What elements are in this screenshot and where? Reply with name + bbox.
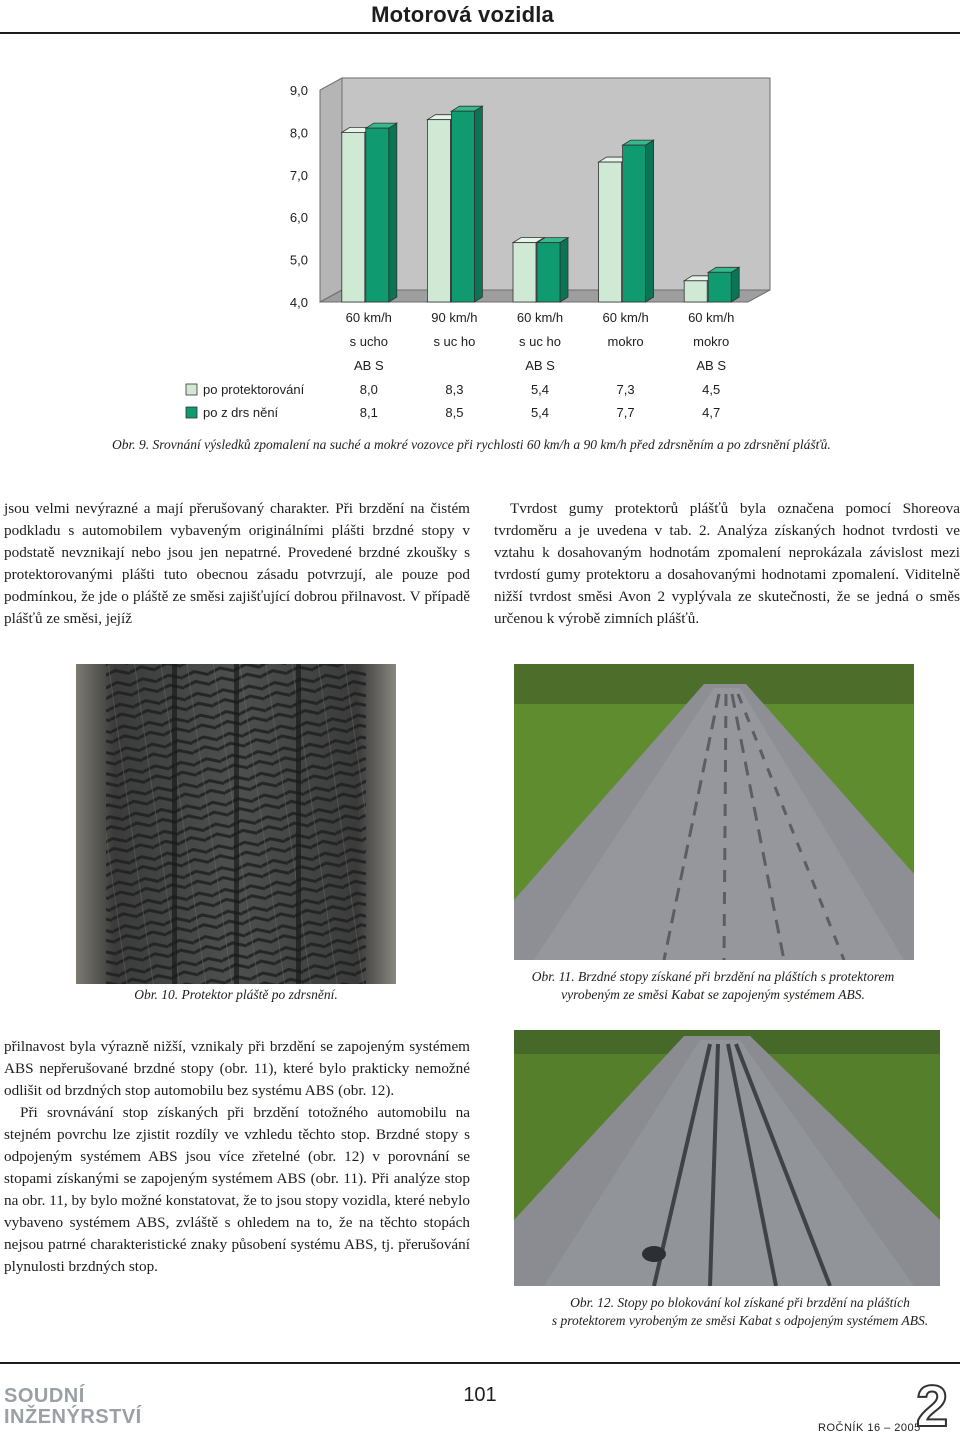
issue-number: 2 <box>916 1374 949 1439</box>
data-label: 4,7 <box>702 405 721 420</box>
category-label: s uc ho <box>519 334 561 349</box>
bar-side <box>389 123 397 302</box>
bar <box>427 120 450 302</box>
data-label: 4,5 <box>702 382 721 397</box>
y-tick-label: 8,0 <box>289 125 308 141</box>
caption-text: Obr. 10. Protektor pláště po zdrsnění. <box>134 987 338 1002</box>
data-label: 5,4 <box>530 382 550 397</box>
paragraph: Tvrdost gumy protektorů plášťů byla označena pomocí Shoreova tvrdoměru a je uvedena v tab. 2. Analýza získaných hodnot tvrdosti ve vztahu k dosahovaným hodnotám zpomalení neprokázala závislost mezi tvrdostí gumy protektoru a dosahovanými hodnotami zpomalení. Viditelně nižší tvrdost směsi Avon 2 vyplývala ze skutečnosti, že se jedná o směs určenou k výrobě zimních plášťů. <box>494 500 960 627</box>
category-label: 60 km/h <box>516 310 564 325</box>
bar <box>366 128 389 302</box>
figure-11-caption <box>480 968 946 1004</box>
running-header <box>0 2 960 28</box>
page-number: 101 <box>463 1384 497 1406</box>
legend-swatch <box>186 384 197 395</box>
category-label: 60 km/h <box>688 310 735 325</box>
caption-text: Obr. 9. Srovnání výsledků zpomalení na suché a mokré vozovce při rychlosti 60 km/h a 90 km/h před zdrsněním a po zdrsnění plášťů. <box>112 437 831 452</box>
journal-logo <box>4 1386 142 1428</box>
right-column-text <box>494 498 960 630</box>
category-label: s ucho <box>349 334 388 349</box>
legend-label: po protektorování <box>203 382 305 397</box>
data-label: 7,7 <box>616 405 635 420</box>
bar <box>599 162 622 302</box>
bar <box>451 111 474 302</box>
figure-12-caption <box>480 1294 960 1330</box>
figure-10-caption <box>76 986 396 1004</box>
category-label: s uc ho <box>433 334 476 349</box>
data-label: 8,0 <box>359 382 378 397</box>
bar <box>708 272 731 302</box>
category-label: 60 km/h <box>602 310 649 325</box>
data-label: 8,5 <box>445 405 464 420</box>
section-title: Motorová vozidla <box>371 2 554 27</box>
bottom-left-text <box>4 1036 470 1278</box>
bar-side <box>560 238 568 302</box>
legend-swatch <box>186 407 197 418</box>
footer-rule <box>0 1362 960 1364</box>
header-rule <box>0 32 960 34</box>
y-tick-label: 9,0 <box>289 83 308 98</box>
caption-line: vyrobeným ze směsi Kabat se zapojeným systémem ABS. <box>561 987 865 1002</box>
legend-label: po z drs nění <box>203 405 279 420</box>
bar <box>684 281 707 302</box>
y-tick-label: 5,0 <box>289 252 308 268</box>
category-label: AB S <box>696 358 727 373</box>
logo-line: INŽENÝRSTVÍ <box>4 1406 142 1428</box>
category-label: AB S <box>525 358 555 373</box>
road-image-abs <box>514 664 914 960</box>
y-tick-label: 6,0 <box>289 210 308 226</box>
bar <box>623 145 646 302</box>
data-label: 8,3 <box>445 382 464 397</box>
data-label: 8,1 <box>359 405 378 420</box>
left-column-text <box>4 498 470 630</box>
bar <box>537 243 560 302</box>
brake-marks-no-abs-photo <box>514 1030 940 1286</box>
logo-line: SOUDNÍ <box>4 1385 85 1407</box>
data-label: 7,3 <box>616 382 635 397</box>
bar-side <box>646 140 654 302</box>
category-label: 90 km/h <box>431 310 478 325</box>
category-label: 60 km/h <box>345 310 392 325</box>
bar <box>513 243 536 302</box>
deceleration-bar-chart <box>0 40 960 430</box>
bar-side <box>474 106 482 302</box>
paragraph: jsou velmi nevýrazné a mají přerušovaný charakter. Při brzdění na čistém podkladu s automobilem vybaveným originálními plášti brzdné stopy v podstatě nevznikají nebo jsou jen nepatrné. Provedené brzdné zkoušky s protektorovanými plášti tuto obecnou zásadu potvrzují, ale pouze pod podmínkou, že jde o pláště ze směsi zajišťující dobrou přilnavost. V případě plášťů ze směsi, jejíž <box>4 500 470 627</box>
tire-tread-photo <box>76 664 396 984</box>
volume-label: ROČNÍK 16 – 2005 <box>818 1422 921 1434</box>
data-label: 5,4 <box>530 405 550 420</box>
category-label: mokro <box>607 334 644 349</box>
category-label: AB S <box>353 358 384 373</box>
tire-tread-image <box>76 664 396 984</box>
brake-marks-abs-photo <box>514 664 914 960</box>
caption-line: Obr. 11. Brzdné stopy získané při brzdění na pláštích s protektorem <box>531 969 895 984</box>
caption-line: s protektorem vyrobeným ze směsi Kabat s odpojeným systémem ABS. <box>551 1313 929 1328</box>
road-image-no-abs <box>514 1030 940 1286</box>
y-tick-label: 7,0 <box>289 167 308 183</box>
caption-line: Obr. 12. Stopy po blokování kol získané při brzdění na pláštích <box>570 1295 910 1310</box>
paragraph: přilnavost byla výrazně nižší, vznikaly při brzdění se zapojeným systémem ABS nepřerušované brzdné stopy (obr. 11), které bylo prakticky nemožné odlišit od brzdných stop automobilu bez systému ABS (obr. 12). <box>4 1038 470 1099</box>
bar <box>342 132 365 302</box>
figure-9-caption <box>112 436 892 454</box>
y-tick-label: 4,0 <box>289 295 308 310</box>
paragraph: Při srovnávání stop získaných při brzdění totožného automobilu na stejném povrchu lze zjistit rozdíly ve vzhledu těchto stop. Brzdné stopy s odpojeným systémem ABS jsou více zřetelné (obr. 12) v porovnání se stopami získanými se zapojeným systémem ABS (obr. 11). Při analýze stop na obr. 11, by bylo možné konstatovat, že to jsou stopy vozidla, které nebylo vybaveno systémem ABS, zvláště s ohledem na to, že na těchto stopách nejsou patrné charakteristické znaky působení systému ABS, tj. přerušování plynulosti brzdných stop. <box>4 1104 470 1275</box>
category-label: mokro <box>693 334 730 349</box>
chart-side-wall <box>320 78 342 302</box>
bar-side <box>731 267 739 302</box>
